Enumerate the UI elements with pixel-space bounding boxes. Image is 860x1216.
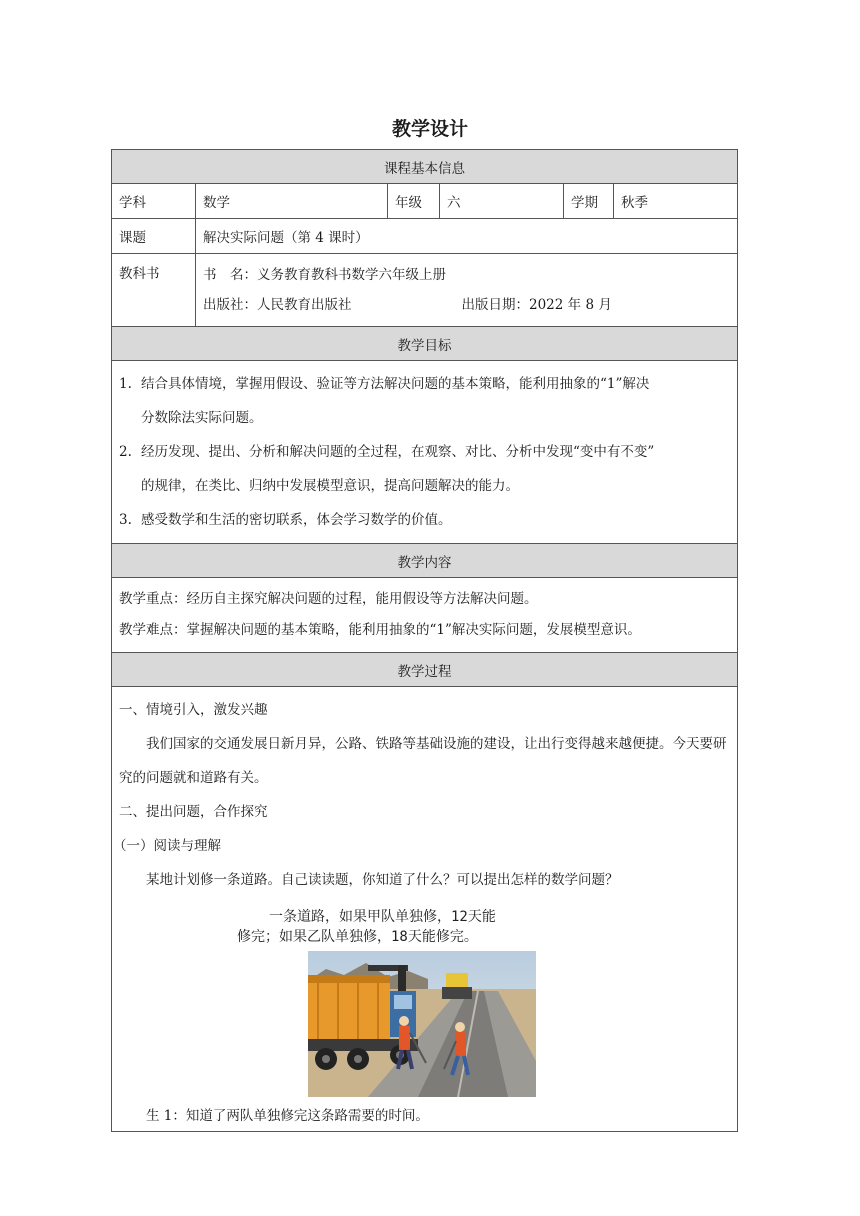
subject-label: 学科 [112,184,196,219]
student-1-answer: 生 1：知道了两队单独修完这条路需要的时间。 [146,1108,429,1124]
textbook-info [196,254,738,327]
sub1-text: 某地计划修一条道路。自己读读题，你知道了什么？可以提出怎样的数学问题？ [146,872,619,888]
objective-2-cont: 的规律，在类比、归纳中发展模型意识，提高问题解决的能力。 [141,478,519,494]
key-point: 教学重点：经历自主探究解决问题的过程，能用假设等方法解决问题。 [119,591,538,607]
objective-1: 1. 结合具体情境，掌握用假设、验证等方法解决问题的基本策略，能利用抽象的“1”解决 [119,376,650,392]
sub1-heading: （一）阅读与理解 [113,838,221,854]
topic-label: 课题 [112,219,196,254]
subject-value: 数学 [196,184,388,219]
grade-label: 年级 [388,184,440,219]
publisher-line [203,290,730,320]
difficulty: 教学难点：掌握解决问题的基本策略，能利用抽象的“1”解决实际问题，发展模型意识。 [119,622,641,638]
textbook-label: 教科书 [112,254,196,327]
objectives-list [112,361,738,544]
section-header-content: 教学内容 [112,544,738,578]
publisher: 出版社：人民教育出版社 [203,297,352,313]
book-name: 书 名：义务教育教科书数学六年级上册 [203,267,446,283]
figure-line-2: 修完；如果乙队单独修，18天能修完。 [237,929,478,945]
content-body [112,578,738,653]
term-value: 秋季 [614,184,738,219]
figure-caption [237,907,609,947]
step2-heading: 二、提出问题，合作探究 [119,804,268,820]
grade-value: 六 [440,184,564,219]
objective-3: 3. 感受数学和生活的密切联系，体会学习数学的价值。 [119,512,452,528]
publish-date: 出版日期：2022 年 8 月 [461,297,612,313]
section-header-process: 教学过程 [112,653,738,687]
objective-1-cont: 分数除法实际问题。 [141,410,263,426]
term-label: 学期 [564,184,614,219]
problem-figure [119,901,730,1099]
process-body [112,687,738,1132]
objective-2: 2. 经历发现、提出、分析和解决问题的全过程，在观察、对比、分析中发现“变中有不变” [119,444,655,460]
step1-heading: 一、情境引入，激发兴趣 [119,702,268,718]
lesson-design-table [111,149,738,1132]
section-header-basic-info: 课程基本信息 [112,150,738,184]
step1-text: 我们国家的交通发展日新月异，公路、铁路等基础设施的建设，让出行变得越来越便捷。今天要研究的问题就和道路有关。 [119,736,727,786]
topic-value: 解决实际问题（第 4 课时） [196,219,738,254]
section-header-objectives: 教学目标 [112,327,738,361]
figure-line-1: 一条道路，如果甲队单独修，12天能 [269,909,496,925]
road-construction-photo [308,951,536,1097]
document-title: 教学设计 [391,118,468,140]
